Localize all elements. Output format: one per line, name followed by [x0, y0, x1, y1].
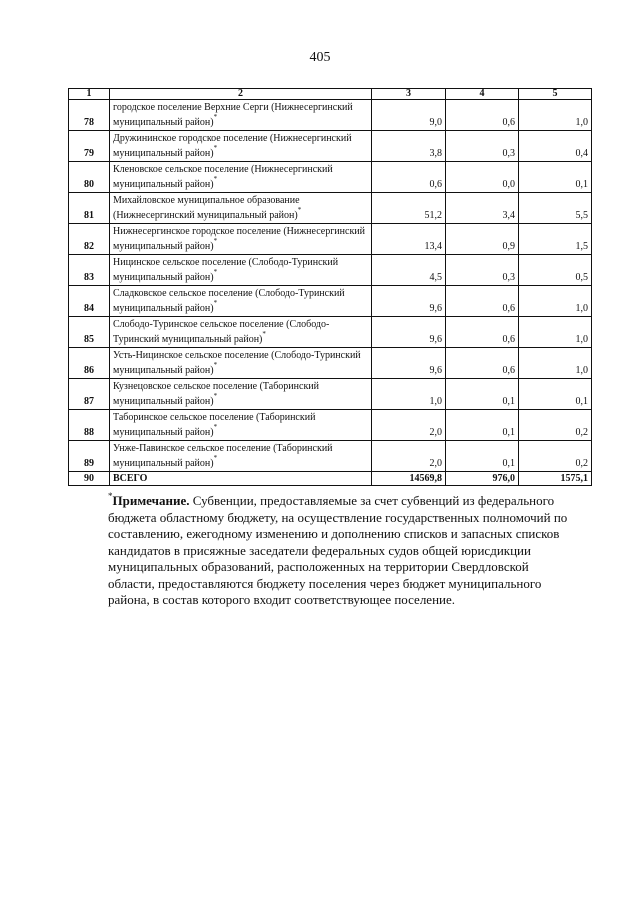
- municipality-name-line2: [113, 208, 368, 223]
- column-header: 2: [110, 89, 372, 100]
- footnote-marker: *: [262, 330, 266, 338]
- municipality-name-line2: [113, 425, 368, 440]
- value-cell-v3: 2,0: [372, 410, 446, 441]
- row-number: 85: [69, 317, 110, 348]
- footnote-marker: *: [213, 268, 218, 276]
- municipality-name-line2-text: Туринский муниципальный район): [113, 334, 263, 345]
- footnote-marker: *: [213, 175, 218, 183]
- value-cell-v4: 3,4: [446, 193, 519, 224]
- note-label: Примечание.: [112, 493, 190, 508]
- municipality-name: [110, 286, 372, 317]
- table-row: [69, 131, 592, 162]
- table-row: [69, 255, 592, 286]
- municipality-name-line1: Дружининское городское поселение (Нижнесергинский: [113, 133, 352, 144]
- table-row: [69, 286, 592, 317]
- value-cell-v3: 9,6: [372, 286, 446, 317]
- municipality-name-line1: Кленовское сельское поселение (Нижнесергинский: [113, 164, 333, 175]
- footnote-marker: *: [213, 423, 218, 431]
- municipality-name-line2-text: муниципальный район): [113, 179, 214, 190]
- municipality-name-line2-text: муниципальный район): [113, 427, 214, 438]
- municipality-name: [110, 348, 372, 379]
- municipality-name-line2-text: муниципальный район): [113, 396, 214, 407]
- table-row: [69, 317, 592, 348]
- value-cell-v3: 13,4: [372, 224, 446, 255]
- table-header-row: [69, 89, 592, 100]
- row-number: 87: [69, 379, 110, 410]
- municipality-name-line1: Унже-Павинское сельское поселение (Таборинский: [113, 443, 333, 454]
- table-row: [69, 379, 592, 410]
- municipality-name: [110, 379, 372, 410]
- value-cell-v3: 4,5: [372, 255, 446, 286]
- footnote-marker: *: [213, 392, 218, 400]
- municipality-name-line2-text: муниципальный район): [113, 117, 214, 128]
- value-cell-v4: 0,6: [446, 286, 519, 317]
- municipality-name-line1: Михайловское муниципальное образование: [113, 195, 300, 206]
- row-number: 81: [69, 193, 110, 224]
- municipality-name-line2-text: муниципальный район): [113, 272, 214, 283]
- footnote-marker: *: [213, 113, 218, 121]
- total-value-col5: 1575,1: [519, 472, 592, 486]
- municipality-name-line2-text: муниципальный район): [113, 241, 214, 252]
- table-row: [69, 410, 592, 441]
- value-cell-v4: 0,6: [446, 100, 519, 131]
- municipality-name-line1: Ницинское сельское поселение (Слободо-Туринский: [113, 257, 339, 268]
- value-cell-v3: 1,0: [372, 379, 446, 410]
- value-cell-v5: 0,4: [519, 131, 592, 162]
- municipality-name: [110, 255, 372, 286]
- value-cell-v5: 1,0: [519, 348, 592, 379]
- value-cell-v5: 0,5: [519, 255, 592, 286]
- subvention-table: [68, 88, 592, 486]
- municipality-name-line2-text: (Нижнесергинский муниципальный район): [113, 210, 298, 221]
- municipality-name-line2: [113, 146, 368, 161]
- municipality-name-line2-text: муниципальный район): [113, 458, 214, 469]
- value-cell-v5: 1,0: [519, 286, 592, 317]
- value-cell-v4: 0,9: [446, 224, 519, 255]
- row-number: 89: [69, 441, 110, 472]
- footnote-marker: *: [213, 299, 218, 307]
- row-number: 83: [69, 255, 110, 286]
- value-cell-v5: 0,2: [519, 441, 592, 472]
- row-number: 78: [69, 100, 110, 131]
- note-text: Субвенции, предоставляемые за счет субвенций из федерального бюджета областному бюджету, на осуществление государственных полномочий по составлению, ежегодному изменению и дополнению списков и запасных списков кандидатов в присяжные заседатели федеральных судов общей юрисдикции муниципальных образований, расположенных на территории Свердловской области, предоставляются бюджету поселения через бюджет муниципального района, в состав которого входит соответствующее поселение.: [108, 493, 568, 607]
- municipality-name-line2-text: муниципальный район): [113, 365, 214, 376]
- value-cell-v3: 9,0: [372, 100, 446, 131]
- municipality-name: [110, 131, 372, 162]
- column-header: 3: [372, 89, 446, 100]
- value-cell-v5: 0,2: [519, 410, 592, 441]
- table-row: [69, 224, 592, 255]
- municipality-name-line2: [113, 115, 368, 130]
- value-cell-v4: 0,1: [446, 441, 519, 472]
- municipality-name-line1: Сладковское сельское поселение (Слободо-Туринский: [113, 288, 345, 299]
- value-cell-v5: 1,5: [519, 224, 592, 255]
- municipality-name-line2-text: муниципальный район): [113, 303, 214, 314]
- value-cell-v5: 1,0: [519, 317, 592, 348]
- municipality-name: [110, 410, 372, 441]
- footnote-marker: *: [213, 454, 218, 462]
- municipality-name-line2: [113, 301, 368, 316]
- municipality-name-line2: [113, 456, 368, 471]
- total-label: ВСЕГО: [110, 472, 372, 486]
- row-number: 88: [69, 410, 110, 441]
- row-number: 90: [69, 472, 110, 486]
- value-cell-v5: 0,1: [519, 162, 592, 193]
- page-number: 405: [309, 50, 331, 65]
- municipality-name-line1: Усть-Ницинское сельское поселение (Слободо-Туринский: [113, 350, 361, 361]
- total-value-col4: 976,0: [446, 472, 519, 486]
- municipality-name-line1: Таборинское сельское поселение (Таборинский: [113, 412, 316, 423]
- value-cell-v3: 9,6: [372, 317, 446, 348]
- value-cell-v4: 0,0: [446, 162, 519, 193]
- municipality-name-line2: [113, 239, 368, 254]
- footnote-marker: *: [108, 491, 113, 501]
- municipality-name-line2-text: муниципальный район): [113, 148, 214, 159]
- row-number: 80: [69, 162, 110, 193]
- row-number: 84: [69, 286, 110, 317]
- footnote-marker: *: [213, 144, 218, 152]
- footnote-marker: *: [213, 237, 218, 245]
- table-body: [69, 100, 592, 472]
- value-cell-v4: 0,1: [446, 410, 519, 441]
- value-cell-v4: 0,6: [446, 317, 519, 348]
- municipality-name: [110, 224, 372, 255]
- municipality-name: [110, 162, 372, 193]
- table-row: [69, 162, 592, 193]
- municipality-name: [110, 317, 372, 348]
- municipality-name-line2: [113, 363, 368, 378]
- municipality-name-line1: Нижнесергинское городское поселение (Нижнесергинский: [113, 226, 366, 237]
- municipality-name: [110, 100, 372, 131]
- municipality-name: [110, 193, 372, 224]
- municipality-name-line2: [113, 177, 368, 192]
- column-header: 5: [519, 89, 592, 100]
- row-number: 79: [69, 131, 110, 162]
- municipality-name: [110, 441, 372, 472]
- municipality-name-line1: Кузнецовское сельское поселение (Таборинский: [113, 381, 320, 392]
- municipality-name-line2: [113, 394, 368, 409]
- value-cell-v5: 5,5: [519, 193, 592, 224]
- table-row: [69, 100, 592, 131]
- row-number: 86: [69, 348, 110, 379]
- total-row: [69, 472, 592, 486]
- value-cell-v4: 0,3: [446, 131, 519, 162]
- footnote-marker: *: [297, 206, 302, 214]
- footnote-paragraph: [108, 493, 578, 609]
- value-cell-v3: 51,2: [372, 193, 446, 224]
- table-row: [69, 193, 592, 224]
- table-row: [69, 348, 592, 379]
- table-row: [69, 441, 592, 472]
- footnote-marker: *: [213, 361, 218, 369]
- value-cell-v5: 0,1: [519, 379, 592, 410]
- municipality-name-line1: Слободо-Туринское сельское поселение (Слободо-: [113, 319, 330, 330]
- value-cell-v3: 9,6: [372, 348, 446, 379]
- municipality-name-line2: [113, 270, 368, 285]
- value-cell-v5: 1,0: [519, 100, 592, 131]
- value-cell-v4: 0,6: [446, 348, 519, 379]
- column-header: 1: [69, 89, 110, 100]
- value-cell-v3: 3,8: [372, 131, 446, 162]
- municipality-name-line2: [113, 332, 368, 347]
- value-cell-v4: 0,3: [446, 255, 519, 286]
- value-cell-v3: 0,6: [372, 162, 446, 193]
- total-value-col3: 14569,8: [372, 472, 446, 486]
- column-header: 4: [446, 89, 519, 100]
- value-cell-v4: 0,1: [446, 379, 519, 410]
- municipality-name-line1: городское поселение Верхние Серги (Нижнесергинский: [113, 102, 353, 113]
- value-cell-v3: 2,0: [372, 441, 446, 472]
- row-number: 82: [69, 224, 110, 255]
